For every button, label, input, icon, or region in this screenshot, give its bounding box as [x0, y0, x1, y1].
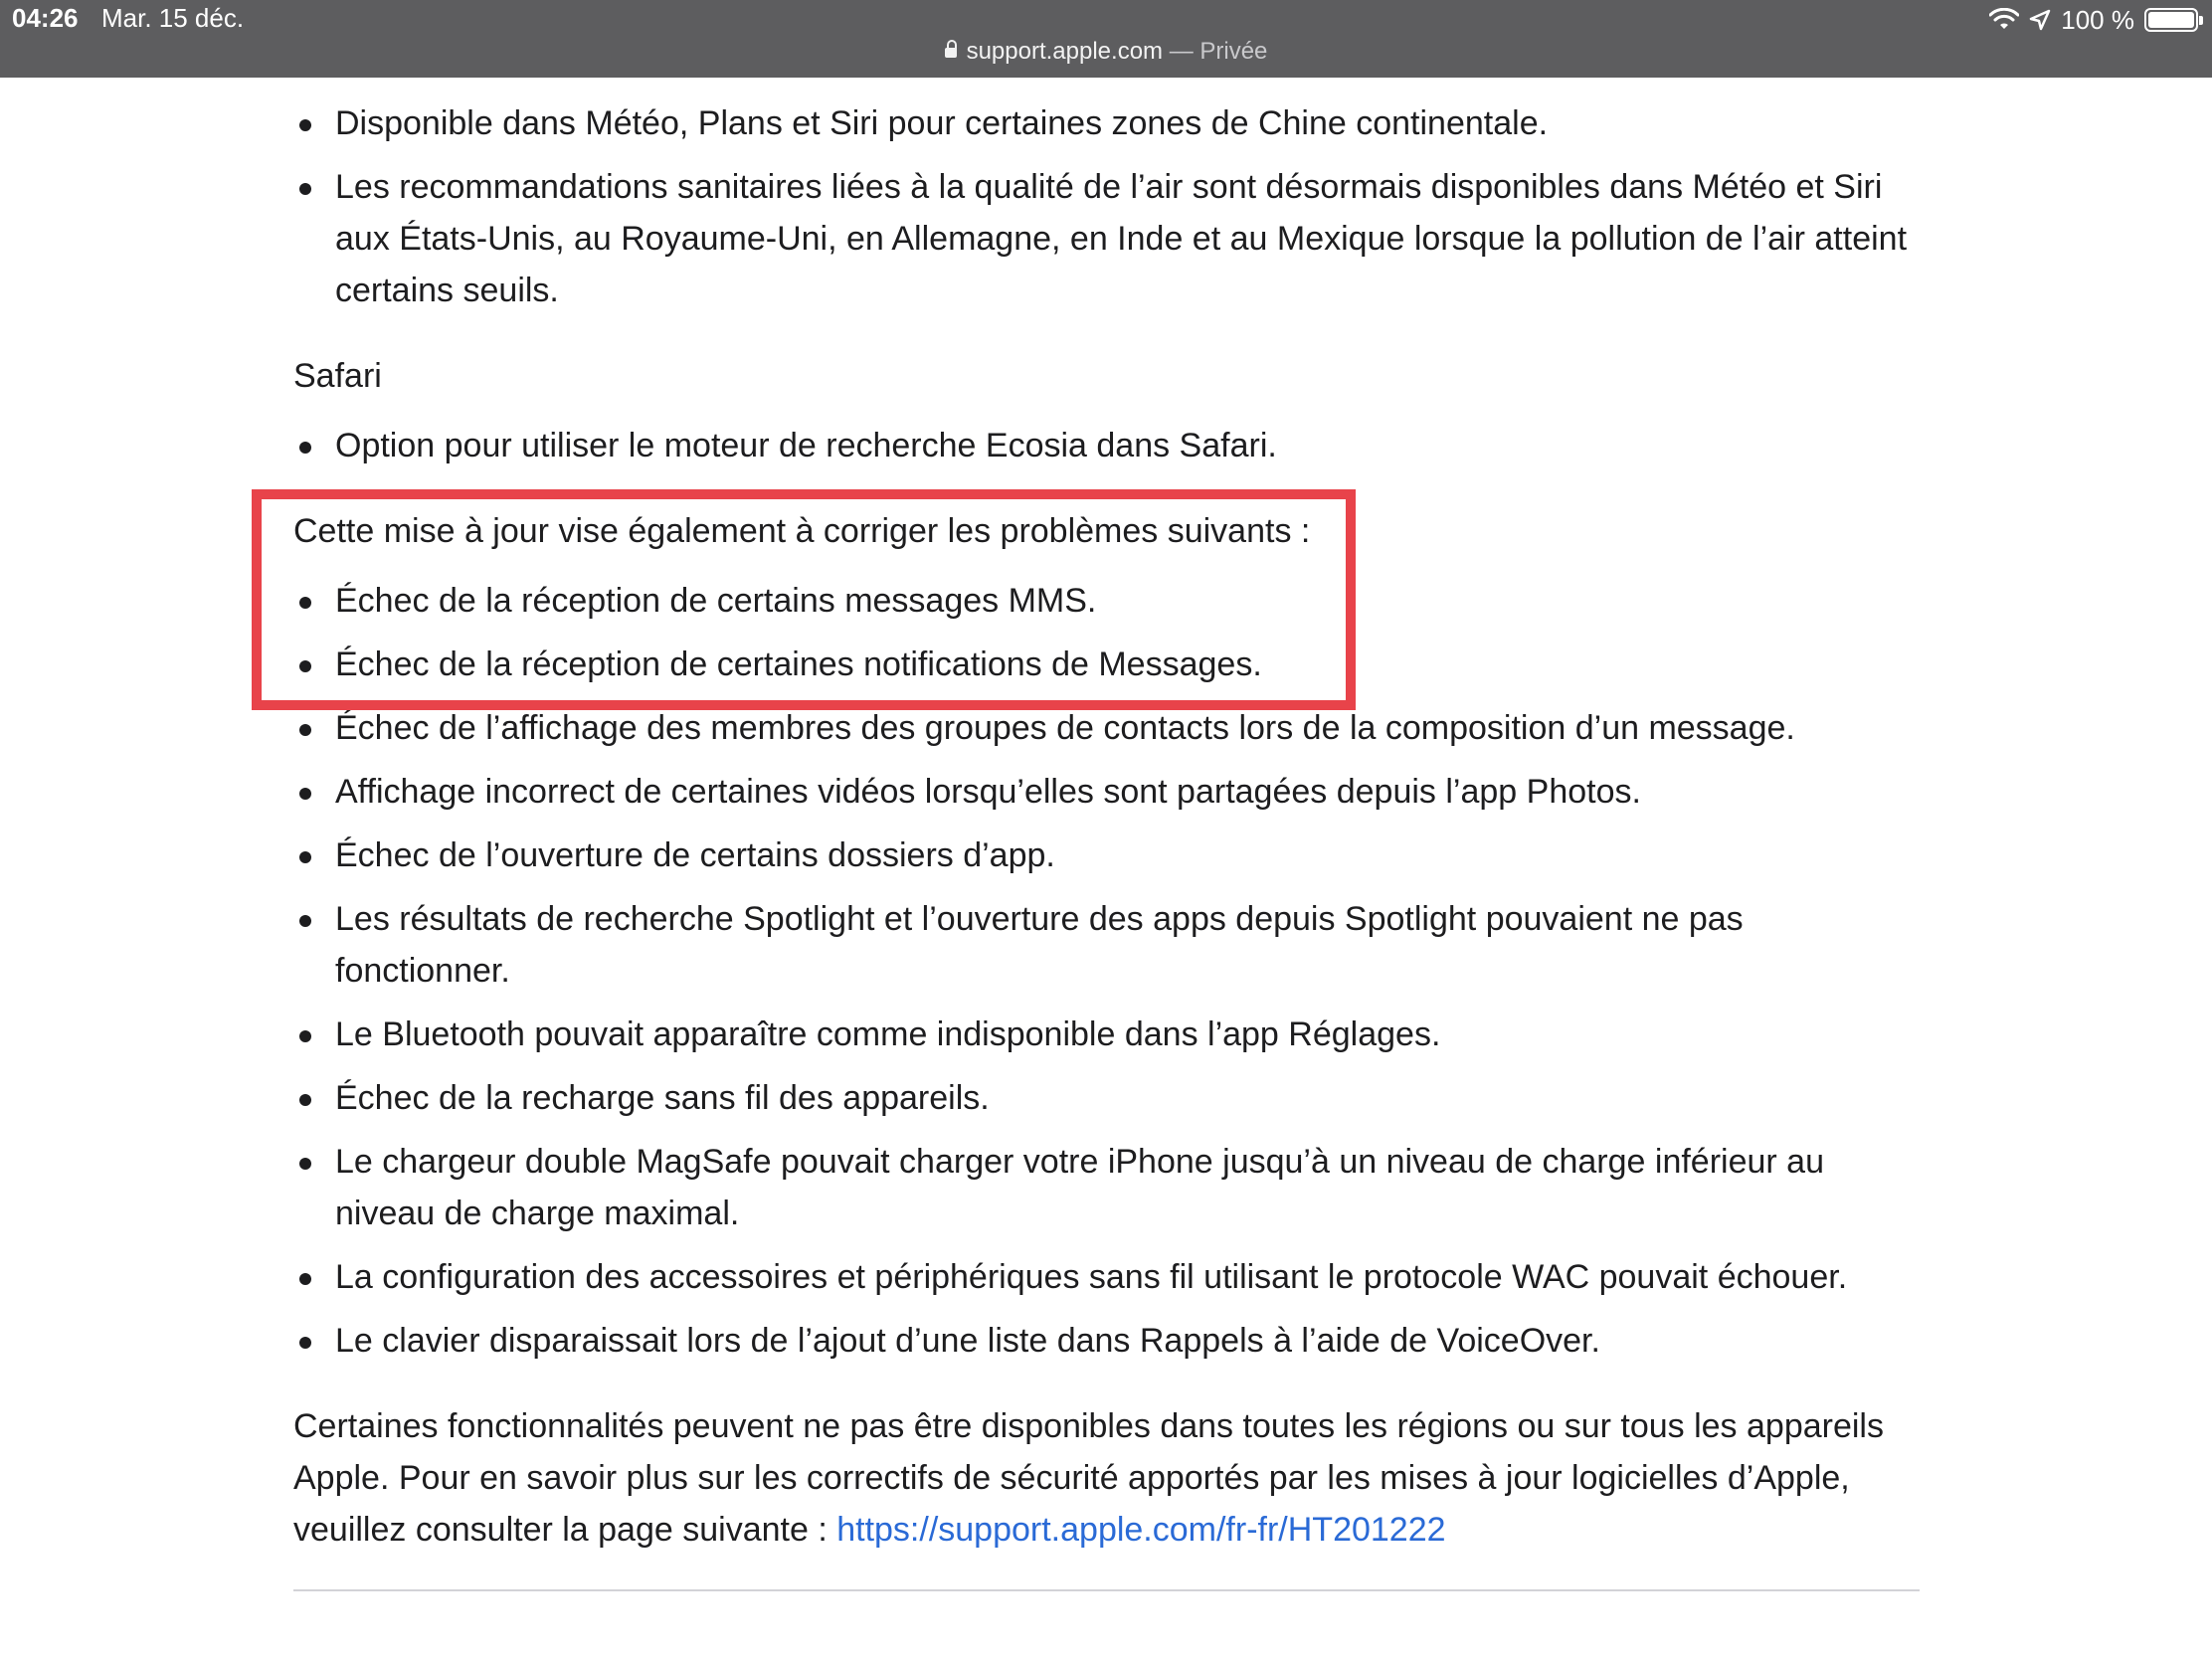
- list-item: Échec de l’affichage des membres des groupes de contacts lors de la composition d’un message.: [293, 702, 1920, 754]
- url-domain: support.apple.com: [966, 38, 1164, 65]
- divider: [293, 1589, 1920, 1591]
- status-date: Mar. 15 déc.: [101, 3, 245, 33]
- fixes-list: [293, 575, 1920, 1367]
- wifi-icon: [1989, 8, 2019, 32]
- list-item: Les résultats de recherche Spotlight et l’ouverture des apps depuis Spotlight pouvaient ne pas fonctionner.: [293, 893, 1920, 997]
- list-item: Affichage incorrect de certaines vidéos lorsqu’elles sont partagées depuis l’app Photos.: [293, 766, 1920, 818]
- list-item: Le chargeur double MagSafe pouvait charger votre iPhone jusqu’à un niveau de charge inférieur au niveau de charge maximal.: [293, 1136, 1920, 1239]
- list-item: Échec de la réception de certains messages MMS.: [293, 575, 1920, 627]
- list-item: Échec de l’ouverture de certains dossiers d’app.: [293, 830, 1920, 881]
- url-bar[interactable]: [0, 38, 2212, 66]
- list-item: Option pour utiliser le moteur de recherche Ecosia dans Safari.: [293, 420, 1920, 471]
- security-updates-link[interactable]: https://support.apple.com/fr-fr/HT201222: [836, 1511, 1446, 1549]
- list-item: Disponible dans Météo, Plans et Siri pour certaines zones de Chine continentale.: [293, 97, 1920, 149]
- status-bar: [0, 0, 2212, 78]
- battery-icon: [2144, 8, 2198, 32]
- private-mode-label: — Privée: [1169, 38, 1268, 65]
- section-heading-safari: Safari: [293, 357, 382, 395]
- battery-percent: 100 %: [2061, 4, 2134, 35]
- location-arrow-icon: [2029, 9, 2051, 31]
- list-item: Échec de la recharge sans fil des appareils.: [293, 1072, 1920, 1124]
- list-item: Les recommandations sanitaires liées à la qualité de l’air sont désormais disponibles dans Météo et Siri aux États-Unis, au Royaume-Uni, en Allemagne, en Inde et au Mexique lorsque la pollution de l’air atteint certains seuils.: [293, 161, 1920, 316]
- battery-level: [2148, 12, 2194, 28]
- list-item: Échec de la réception de certaines notifications de Messages.: [293, 639, 1920, 690]
- lock-icon: [945, 48, 957, 58]
- footer-note: [293, 1400, 1920, 1556]
- feature-list: [293, 97, 1920, 316]
- footer-text: Certaines fonctionnalités peuvent ne pas être disponibles dans toutes les régions ou sur tous les appareils Apple. Pour en savoir plus sur les correctifs de sécurité apportés par les mises à jour logicielles d’Apple, veuillez consulter la page suivante :: [293, 1407, 1884, 1549]
- article-content: [293, 78, 1920, 1591]
- fixes-intro: Cette mise à jour vise également à corriger les problèmes suivants :: [293, 512, 1311, 550]
- list-item: Le Bluetooth pouvait apparaître comme indisponible dans l’app Réglages.: [293, 1009, 1920, 1060]
- safari-feature-list: [293, 420, 1920, 471]
- list-item: Le clavier disparaissait lors de l’ajout d’une liste dans Rappels à l’aide de VoiceOver.: [293, 1315, 1920, 1367]
- status-indicators: [1989, 3, 2198, 37]
- status-time: 04:26: [12, 3, 79, 33]
- list-item: La configuration des accessoires et périphériques sans fil utilisant le protocole WAC pouvait échouer.: [293, 1251, 1920, 1303]
